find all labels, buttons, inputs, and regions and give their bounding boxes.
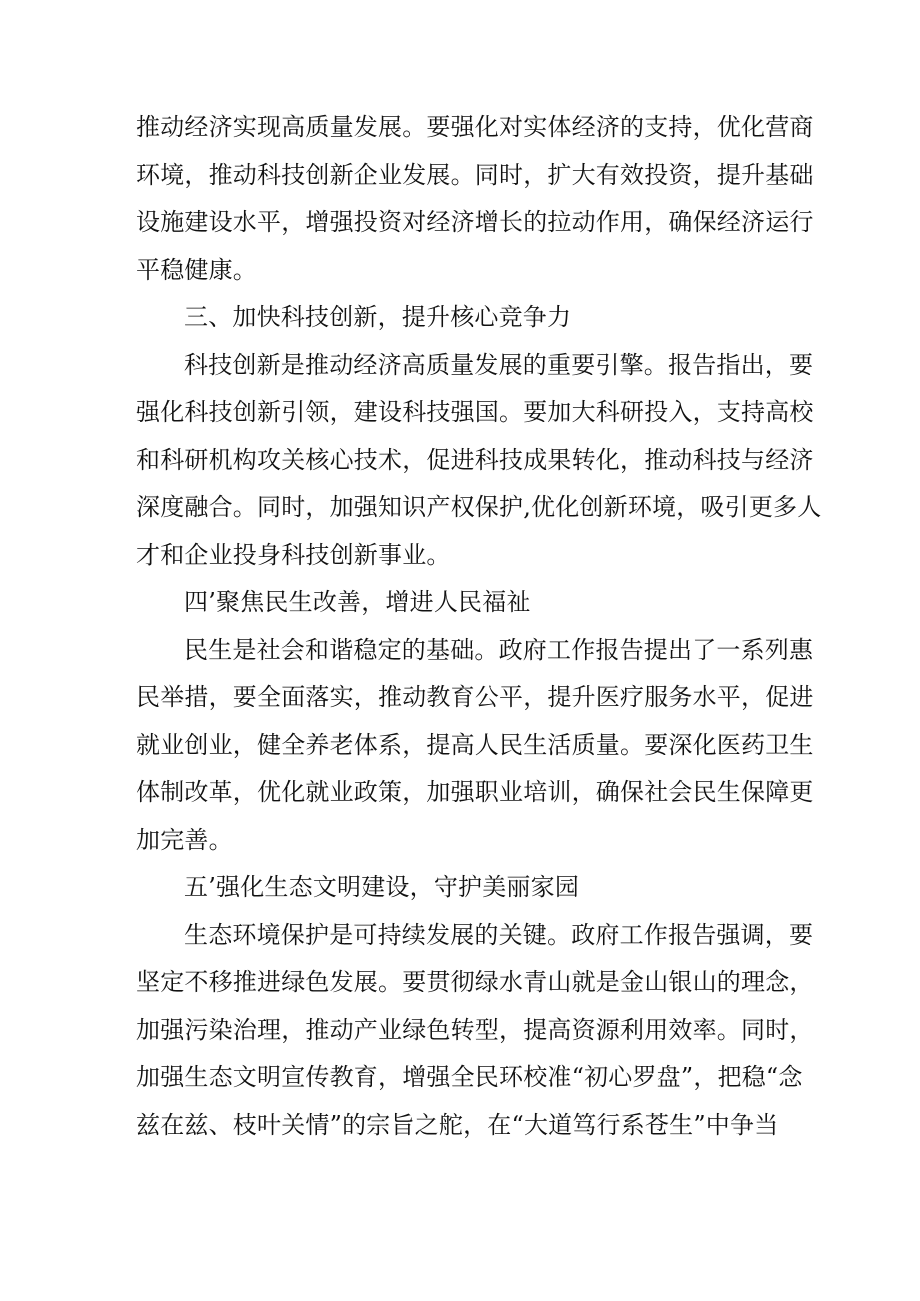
text-line: 加完善。 [136,825,233,854]
text-line: 兹在兹、枝叶关情”的宗旨之舵，在“大道笃行系苍生”中争当 [136,1110,779,1139]
text-line: 生态环境保护是可持续发展的关键。政府工作报告强调，要 [184,920,814,949]
text-line: 和科研机构攻关核心技术，促进科技成果转化，推动科技与经济 [136,445,814,474]
document-body [136,104,822,1149]
text-line: 加强生态文明宣传教育，增强全民环校准“初心罗盘”，把稳“念 [136,1063,803,1091]
text-line: 推动经济实现高质量发展。要强化对实体经济的支持，优化营商 [136,113,814,141]
text-line: 深度融合。同时，加强知识产权保护,优化创新环境，吸引更多人 [136,493,822,521]
text-line: 四’聚焦民生改善，增进人民福祉 [184,588,531,616]
text-line: 民生是社会和谐稳定的基础。政府工作报告提出了一系列惠 [184,635,814,664]
text-line: 平稳健康。 [136,255,257,284]
text-line: 科技创新是推动经济高质量发展的重要引擎。报告指出，要 [184,350,814,379]
text-line: 坚定不移推进绿色发展。要贯彻绿水青山就是金山银山的理念， [136,968,814,996]
text-line: 民举措，要全面落实，推动教育公平，提升医疗服务水平，促进 [136,683,814,711]
text-line: 三、加快科技创新，提升核心竞争力 [184,303,572,331]
text-line: 就业创业，健全养老体系，提高人民生活质量。要深化医药卫生 [136,730,814,759]
text-line: 设施建设水平，增强投资对经济增长的拉动作用，确保经济运行 [136,208,814,236]
text-line: 强化科技创新引领，建设科技强国。要加大科研投入，支持高校 [136,398,814,426]
text-line: 环境，推动科技创新企业发展。同时，扩大有效投资，提升基础 [136,160,814,189]
text-line: 加强污染治理，推动产业绿色转型，提高资源利用效率。同时， [136,1015,814,1044]
text-line: 体制改革，优化就业政策，加强职业培训，确保社会民生保障更 [136,778,814,806]
text-line: 才和企业投身科技创新事业。 [136,540,451,569]
text-line: 五’强化生态文明建设，守护美丽家园 [184,873,580,901]
